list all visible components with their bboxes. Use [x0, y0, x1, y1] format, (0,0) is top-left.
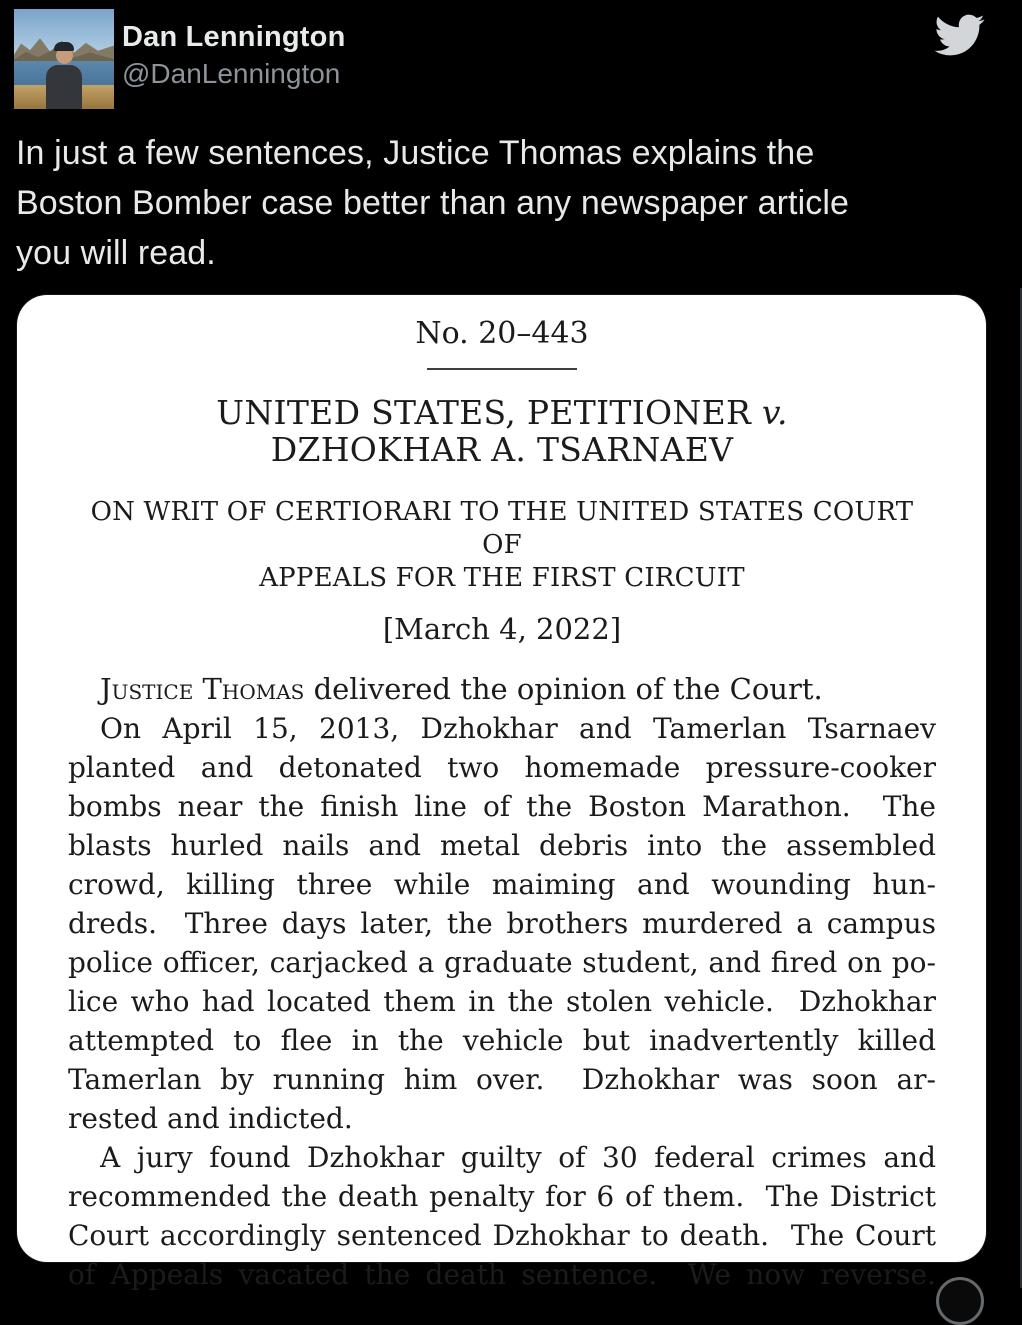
court-opinion-document [17, 295, 986, 1291]
opinion-text-line: bombs near the finish line of the Boston Marathon. The [68, 790, 936, 823]
case-title-line1: UNITED STATES, PETITIONER v. [216, 393, 788, 432]
versus-abbrev: v. [761, 393, 788, 432]
case-title-line2: DZHOKHAR A. TSARNAEV [270, 430, 734, 469]
user-handle[interactable]: @DanLennington [122, 58, 341, 89]
case-number: No. 20–443 [415, 316, 589, 351]
opinion-text-line: blasts hurled nails and metal debris into the assembled [68, 829, 936, 862]
opinion-text-line: planted and detonated two homemade pressure-cooker [68, 751, 936, 784]
opinion-text-line: dreds. Three days later, the brothers murdered a campus [68, 907, 936, 940]
partial-circle-button[interactable] [936, 1277, 984, 1325]
opinion-text-line: rested and indicted. [68, 1102, 353, 1135]
writ-statement [68, 496, 936, 595]
text-line: APPEALS FOR THE FIRST CIRCUIT [259, 563, 745, 593]
opinion-text-line: Tamerlan by running him over. Dzhokhar was soon ar- [68, 1063, 936, 1096]
divider-rule [427, 368, 577, 370]
case-title [68, 394, 936, 468]
justice-name: Justice Thomas [100, 672, 305, 706]
avatar-person-torso [46, 65, 82, 109]
opinion-text-line: crowd, killing three while maiming and wounding hun- [68, 868, 936, 901]
avatar[interactable] [14, 9, 114, 109]
twitter-bird-icon[interactable] [931, 10, 988, 60]
opinion-text-line: police officer, carjacked a graduate student, and fired on po- [68, 946, 936, 979]
opinion-byline: Justice Thomas delivered the opinion of the Court. [100, 672, 823, 706]
display-name[interactable]: Dan Lennington [122, 21, 346, 53]
avatar-person-cap [54, 42, 74, 51]
tweet-header [14, 8, 1008, 112]
opinion-text-line: On April 15, 2013, Dzhokhar and Tamerlan Tsarnaev [100, 712, 936, 745]
opinion-text-line: of Appeals vacated the death sentence. We now reverse. [68, 1258, 936, 1291]
opinion-text-line: Court accordingly sentenced Dzhokhar to death. The Court [68, 1219, 936, 1252]
opinion-date: [March 4, 2022] [382, 612, 622, 646]
opinion-body [68, 709, 936, 1294]
text-line: Boston Bomber case better than any newspaper article [16, 184, 850, 222]
text-line: you will read. [16, 234, 216, 272]
text-line: ON WRIT OF CERTIORARI TO THE UNITED STATES COURT OF [90, 497, 914, 560]
user-block [122, 18, 346, 92]
text-line: In just a few sentences, Justice Thomas explains the [16, 134, 815, 172]
opinion-text-line: attempted to flee in the vehicle but inadvertently killed [68, 1024, 936, 1057]
embedded-image-card[interactable] [17, 295, 986, 1291]
opinion-text-line: lice who had located them in the stolen vehicle. Dzhokhar [68, 985, 936, 1018]
tweet-text [16, 128, 1008, 278]
opinion-text-line: recommended the death penalty for 6 of them. The District [68, 1180, 936, 1213]
opinion-text-line: A jury found Dzhokhar guilty of 30 federal crimes and [100, 1141, 936, 1174]
